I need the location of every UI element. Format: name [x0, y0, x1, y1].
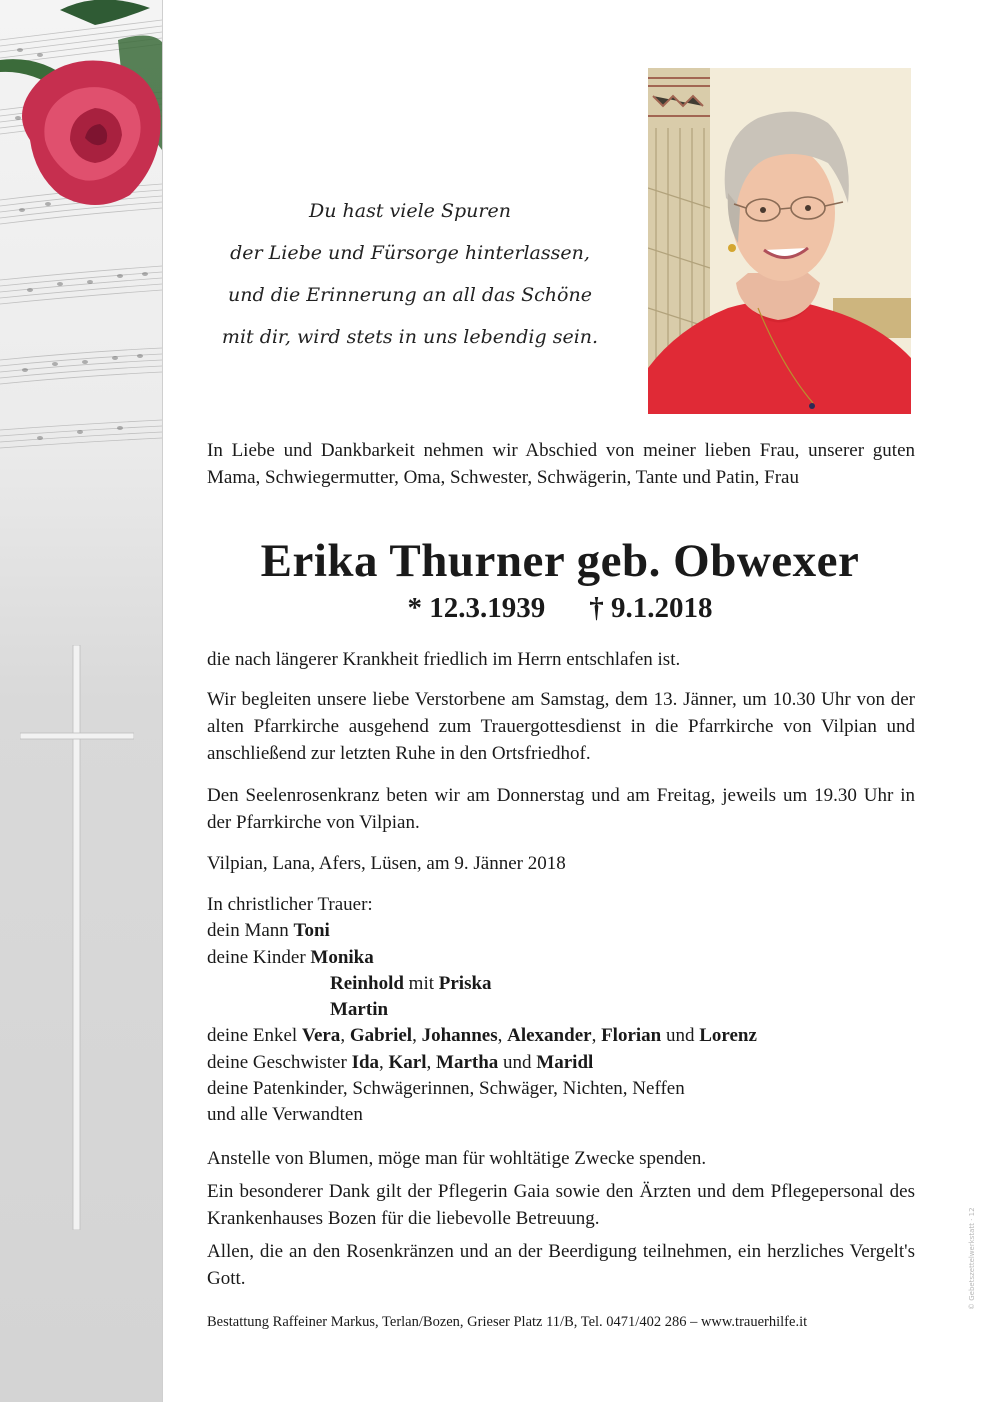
partner-name: Priska — [438, 972, 492, 994]
grandchild-name: Florian — [601, 1025, 662, 1047]
death-date: † 9.1.2018 — [589, 592, 713, 624]
separator: , — [591, 1025, 602, 1047]
mourners-list — [207, 892, 757, 1129]
siblings-label: deine Geschwister — [207, 1051, 352, 1073]
grandchild-name: Johannes — [421, 1025, 498, 1047]
passing-text — [207, 646, 915, 673]
mourner-godchildren: deine Patenkinder, Schwägerinnen, Schwäger, Nichten, Neffen — [207, 1078, 685, 1100]
mourner-husband — [207, 918, 757, 944]
deceased-name: Erika Thurner geb. Obwexer — [260, 535, 860, 587]
memorial-verse — [190, 190, 630, 358]
mourner-children — [207, 945, 757, 971]
portrait-image — [648, 68, 911, 414]
separator: , — [379, 1051, 389, 1073]
with-label: mit — [403, 972, 439, 994]
intro-paragraph: In Liebe und Dankbarkeit nehmen wir Abschied von meiner lieben Frau, unserer guten Mama, Schwiegermutter, Oma, Schwester, Schwägerin, Tante und Patin, Frau — [207, 440, 915, 488]
rosary-text — [207, 782, 915, 836]
child-name: Monika — [310, 946, 374, 968]
separator: , — [412, 1025, 422, 1047]
children-label: deine Kinder — [207, 946, 311, 968]
closing-text — [207, 1238, 915, 1292]
passing-paragraph: die nach längerer Krankheit friedlich im Herrn entschlafen ist. — [207, 649, 681, 670]
separator: und — [498, 1051, 537, 1073]
sheet-music-icon — [0, 0, 162, 480]
husband-label: dein Mann — [207, 920, 294, 942]
verse-line: mit dir, wird stets in uns lebendig sein. — [221, 326, 599, 348]
separator: , — [340, 1025, 350, 1047]
mourners-heading: In christlicher Trauer: — [207, 894, 373, 915]
funeral-home-footer: Bestattung Raffeiner Markus, Terlan/Bozen, Grieser Platz 11/B, Tel. 0471/402 286 – www.trauerhilfe.it — [207, 1314, 808, 1330]
printer-mark: © Gebetszettelwerkstatt · 12 — [968, 1207, 976, 1310]
husband-name: Toni — [293, 920, 330, 942]
mourner-child — [207, 971, 757, 997]
rosary-paragraph: Den Seelenrosenkranz beten wir am Donnerstag und am Freitag, jeweils um 19.30 Uhr in der Pfarrkirche von Vilpian. — [207, 785, 915, 833]
verse-line: der Liebe und Fürsorge hinterlassen, — [230, 242, 590, 264]
sibling-name: Maridl — [536, 1051, 594, 1073]
closing-paragraph: Allen, die an den Rosenkränzen und an der Beerdigung teilnehmen, ein herzliches Vergelt's Gott. — [207, 1241, 915, 1289]
place-date — [207, 850, 915, 877]
verse-line: Du hast viele Spuren — [309, 200, 511, 222]
birth-date: * 12.3.1939 — [407, 592, 546, 624]
mourner-siblings — [207, 1050, 757, 1076]
portrait-photo — [648, 68, 911, 414]
funeral-text — [207, 686, 915, 767]
sibling-name: Karl — [388, 1051, 427, 1073]
intro-text — [207, 437, 915, 491]
separator: und — [661, 1025, 700, 1047]
cross-icon — [20, 645, 134, 1230]
thanks-text — [207, 1178, 915, 1232]
child-name: Reinhold — [330, 972, 404, 994]
separator: , — [426, 1051, 437, 1073]
page-divider — [162, 0, 163, 1402]
grandchildren-label: deine Enkel — [207, 1025, 302, 1047]
donation-text — [207, 1145, 915, 1172]
mourner-grandchildren — [207, 1023, 757, 1049]
grandchild-name: Vera — [301, 1025, 341, 1047]
sibling-name: Martha — [436, 1051, 499, 1073]
sibling-name: Ida — [351, 1051, 380, 1073]
thanks-paragraph: Ein besonderer Dank gilt der Pflegerin Gaia sowie den Ärzten und dem Pflegepersonal des Krankenhauses Bozen für die liebevolle Betreuung. — [207, 1181, 915, 1229]
life-dates — [190, 592, 930, 625]
mourner-child — [207, 997, 757, 1023]
mourner-relatives: und alle Verwandten — [207, 1104, 363, 1126]
funeral-paragraph: Wir begleiten unsere liebe Verstorbene am Samstag, dem 13. Jänner, um 10.30 Uhr von der alten Pfarrkirche ausgehend zum Trauergottesdienst in die Pfarrkirche von Vilpian und anschließend zur letzten Ruhe in den Ortsfriedhof. — [207, 689, 915, 764]
place-date-text: Vilpian, Lana, Afers, Lüsen, am 9. Jänner 2018 — [207, 853, 566, 874]
rose-icon — [0, 0, 162, 205]
child-name: Martin — [330, 999, 389, 1021]
verse-line: und die Erinnerung an all das Schöne — [228, 284, 592, 306]
separator: , — [497, 1025, 508, 1047]
grandchild-name: Alexander — [507, 1025, 592, 1047]
decorative-sidebar — [0, 0, 162, 1402]
grandchild-name: Lorenz — [699, 1025, 757, 1047]
donation-paragraph: Anstelle von Blumen, möge man für wohltätige Zwecke spenden. — [207, 1148, 707, 1169]
grandchild-name: Gabriel — [349, 1025, 413, 1047]
